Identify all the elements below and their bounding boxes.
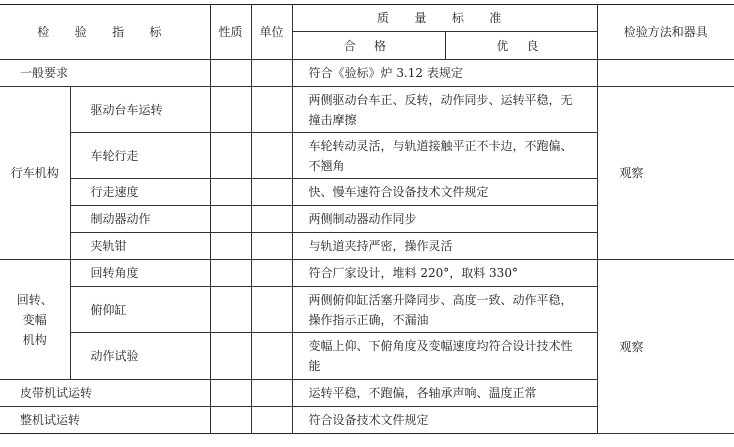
cell-nature [210, 60, 251, 87]
item-label: 驱动台车运转 [70, 87, 210, 133]
cell-unit [251, 333, 292, 380]
standard-whole: 符合设备技术文件规定 [292, 407, 597, 434]
item-standard: 变幅上仰、下俯角度及变幅速度均符合设计技术性能 [292, 333, 597, 380]
cell-unit [251, 233, 292, 260]
cell-unit [251, 179, 292, 206]
item-label: 回转角度 [70, 260, 210, 287]
standard-general: 符合《验标》炉 3.12 表规定 [292, 60, 597, 87]
header-row-1 [0, 5, 734, 32]
cell-nature [210, 179, 251, 206]
header-nature: 性质 [210, 5, 251, 60]
item-standard: 与轨道夹持严密，操作灵活 [292, 233, 597, 260]
cell-nature [210, 233, 251, 260]
table-row [0, 87, 734, 133]
header-indicator: 检 验 指 标 [0, 5, 210, 60]
standard-belt: 运转平稳，不跑偏，各轴承声响、温度正常 [292, 380, 597, 407]
group-label-line: 回转、 [16, 292, 53, 307]
item-label: 俯仰缸 [70, 287, 210, 333]
cell-nature [210, 260, 251, 287]
row-label-whole: 整机试运转 [0, 407, 210, 434]
cell-nature [210, 87, 251, 133]
cell-unit [251, 206, 292, 233]
quality-standard-table [0, 4, 734, 434]
group-label-travel: 行车机构 [0, 87, 70, 260]
header-method: 检验方法和器具 [597, 5, 734, 60]
group-label-line: 变幅 [22, 312, 47, 327]
cell-nature [210, 206, 251, 233]
cell-unit [251, 380, 292, 407]
item-label: 夹轨钳 [70, 233, 210, 260]
item-standard: 符合厂家设计，堆料 220°，取料 330° [292, 260, 597, 287]
cell-nature [210, 407, 251, 434]
item-label: 制动器动作 [70, 206, 210, 233]
cell-nature [210, 333, 251, 380]
header-unit: 单位 [251, 5, 292, 60]
table-row [0, 60, 734, 87]
table-row [0, 260, 734, 287]
item-standard: 两侧制动器动作同步 [292, 206, 597, 233]
group-label-line: 机构 [22, 332, 47, 347]
cell-unit [251, 287, 292, 333]
item-label: 行走速度 [70, 179, 210, 206]
header-qualified: 合 格 [292, 32, 445, 60]
cell-unit [251, 407, 292, 434]
cell-method [597, 60, 734, 87]
cell-unit [251, 260, 292, 287]
item-label: 车轮行走 [70, 133, 210, 179]
cell-nature [210, 133, 251, 179]
cell-unit [251, 60, 292, 87]
cell-unit [251, 87, 292, 133]
header-quality-standard: 质 量 标 准 [292, 5, 597, 32]
item-standard: 车轮转动灵活，与轨道接触平正不卡边，不跑偏、不翘角 [292, 133, 597, 179]
method-slewing: 观察 [597, 260, 734, 434]
item-standard: 两侧俯仰缸活塞升降同步、高度一致、动作平稳，操作指示正确，不漏油 [292, 287, 597, 333]
item-standard: 两侧驱动台车正、反转，动作同步、运转平稳，无撞击摩擦 [292, 87, 597, 133]
row-label-belt: 皮带机试运转 [0, 380, 210, 407]
cell-nature [210, 287, 251, 333]
group-label-slewing [0, 260, 70, 380]
row-label-general: 一般要求 [0, 60, 210, 87]
method-travel: 观察 [597, 87, 734, 260]
item-label: 动作试验 [70, 333, 210, 380]
cell-unit [251, 133, 292, 179]
cell-nature [210, 380, 251, 407]
header-excellent: 优 良 [445, 32, 597, 60]
item-standard: 快、慢车速符合设备技术文件规定 [292, 179, 597, 206]
